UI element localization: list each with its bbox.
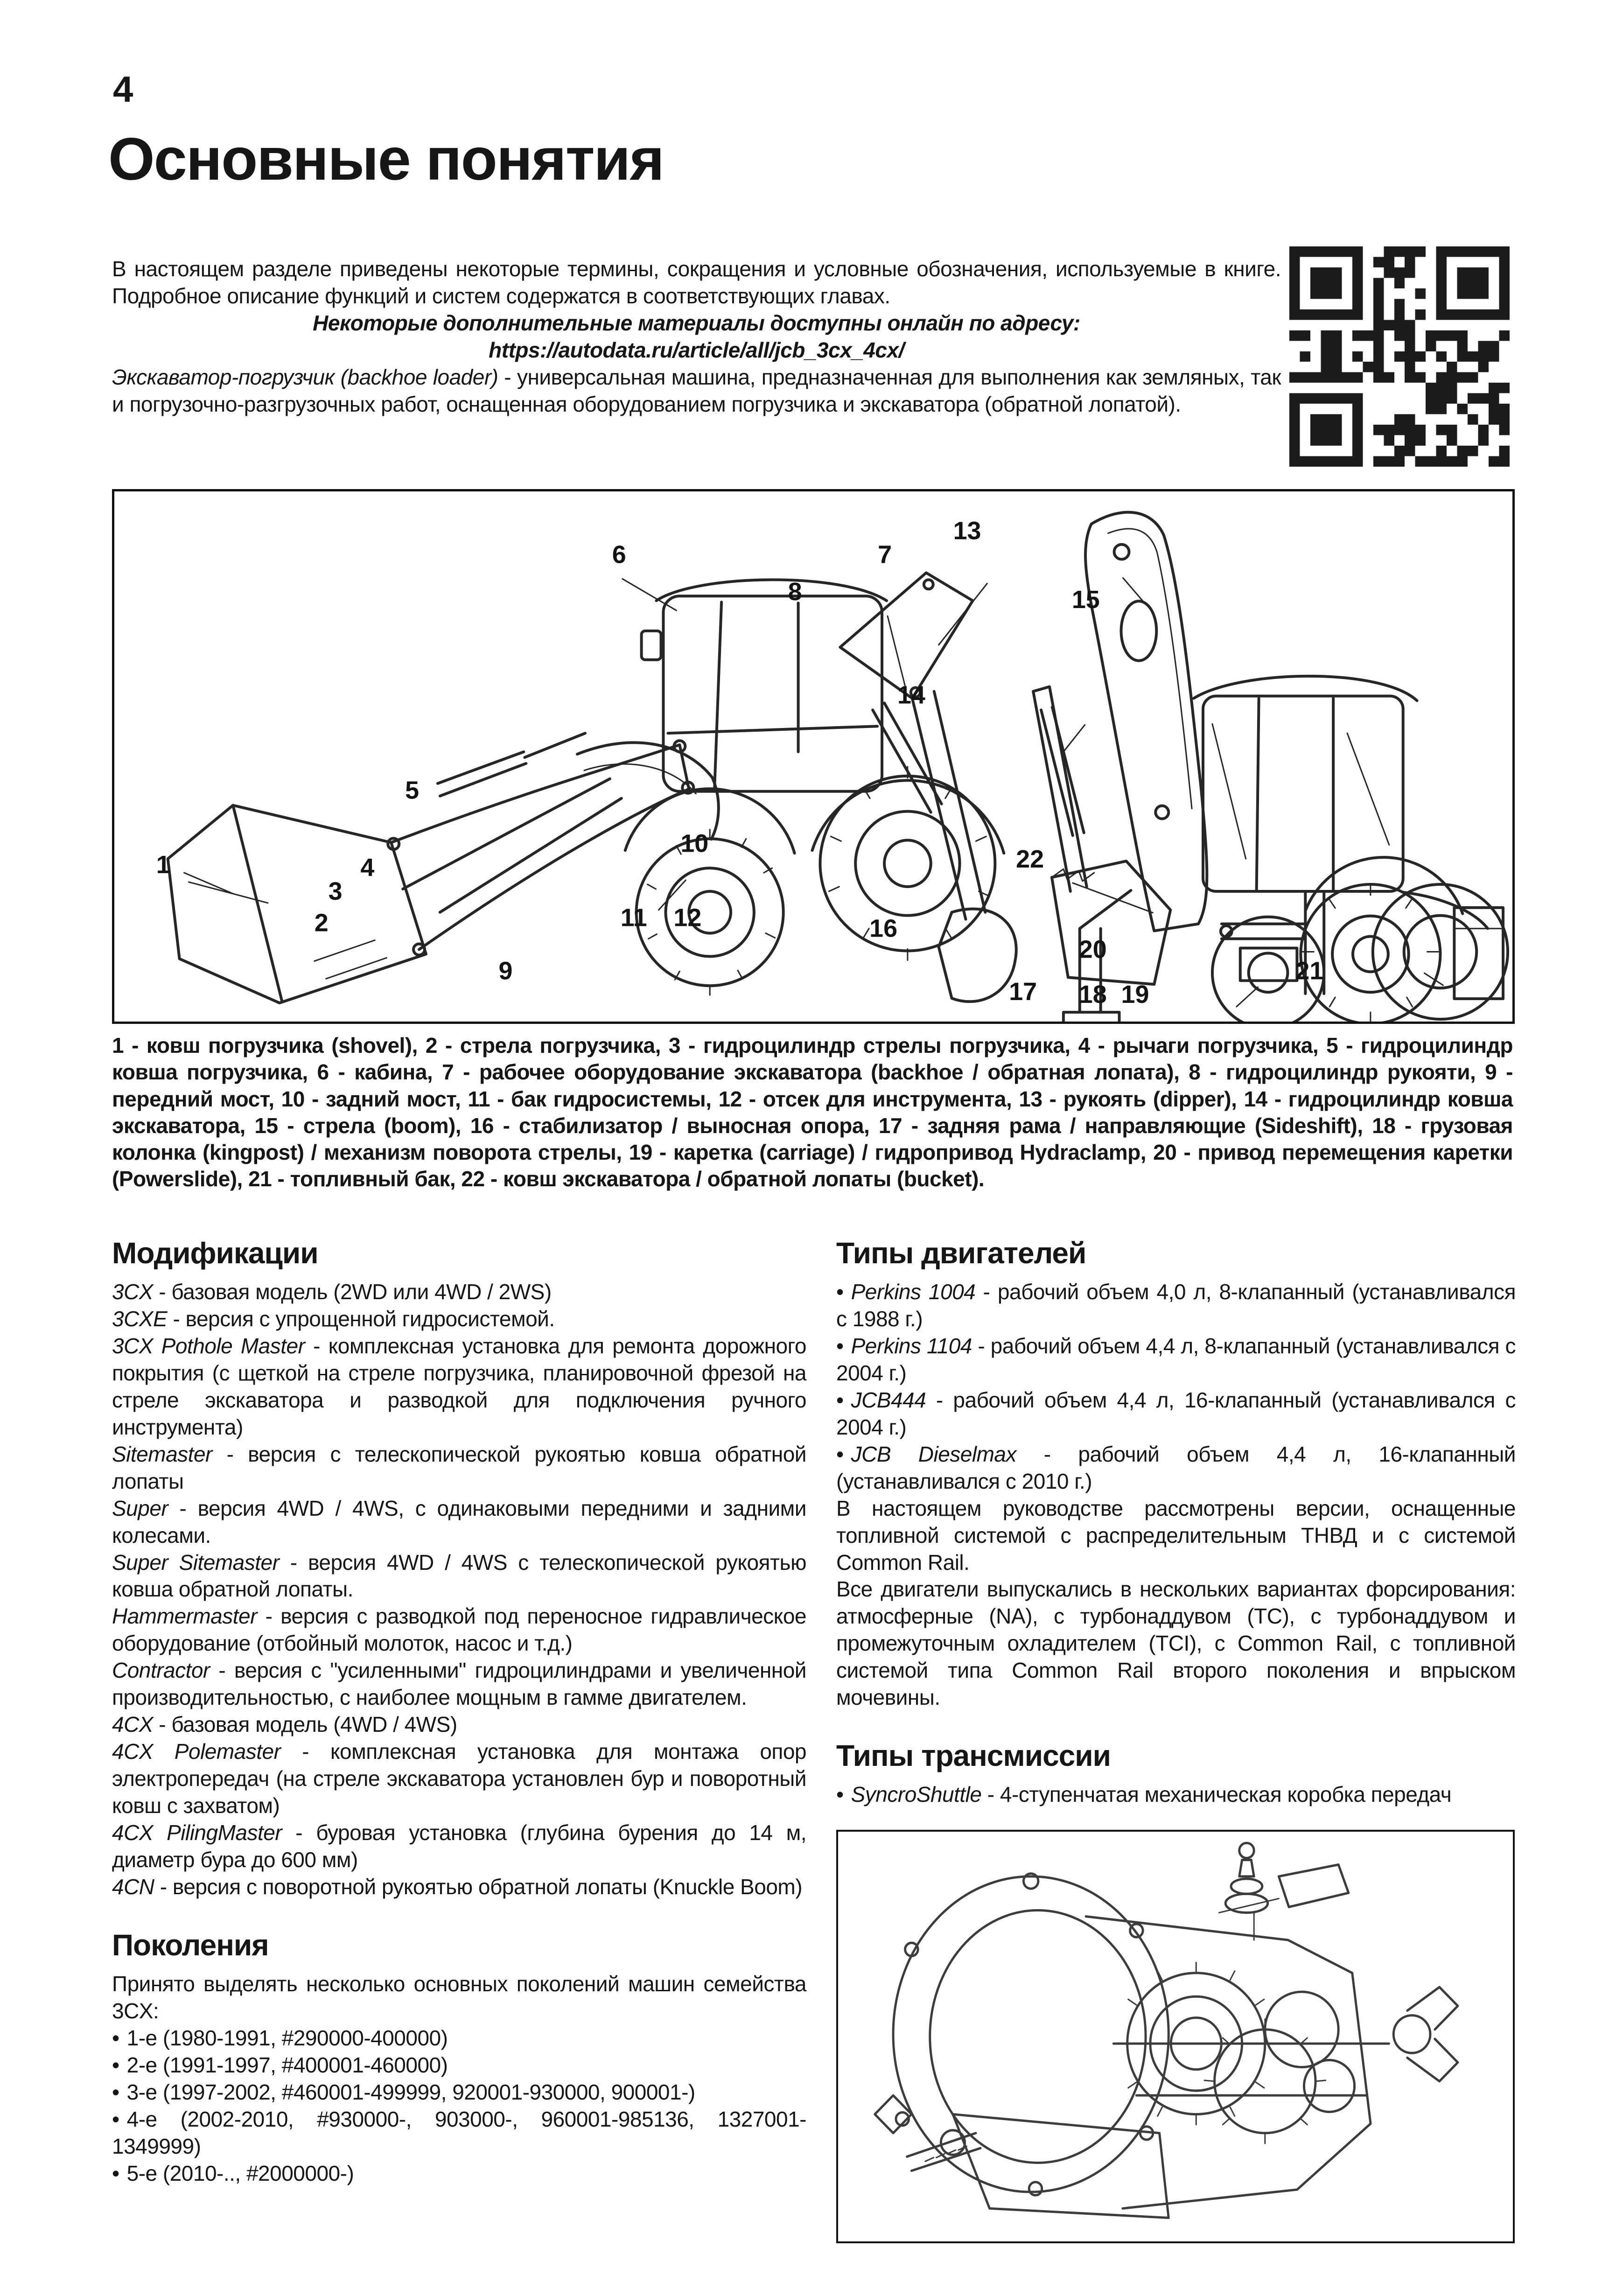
callout-number: 16 (869, 914, 898, 943)
callout-number: 1 (156, 851, 170, 879)
engines-paragraph-1: В настоящем руководстве рассмотрены версии, оснащенные топливной системой с распределительным ТНВД и с системой Common Rail. (836, 1496, 1516, 1575)
intro-paragraph: В настоящем разделе приведены некоторые термины, сокращения и условные обозначения, используемые в книге. Подробное описание функций и систем содержатся в соответствующих главах. (112, 257, 1281, 308)
bullet-icon: • (836, 1782, 844, 1807)
bullet-icon: • (112, 2025, 119, 2050)
modification-item: Super Sitemaster - версия 4WD / 4WS с телескопической рукоятью ковша обратной лопаты. (112, 1550, 806, 1602)
lead-text: - универсальная машина, предназначенная для выполнения как земляных, так и погрузочно-разгрузочных работ, оснащенная оборудованием погрузчика и экскаватора (обратной лопатой). (112, 364, 1281, 416)
bullet-icon: • (836, 1280, 844, 1304)
callout-number: 22 (1016, 845, 1044, 874)
modification-item: 4CX - базовая модель (4WD / 4WS) (112, 1712, 457, 1737)
modification-item: 3CX - базовая модель (2WD или 4WD / 2WS) (112, 1280, 552, 1304)
bullet-icon: • (112, 2052, 119, 2077)
modification-item: Contractor - версия с "усиленными" гидроцилиндрами и увеличенной производительностью, с наиболее мощным в гамме двигателем. (112, 1658, 806, 1710)
callout-number: 20 (1078, 935, 1107, 964)
lead-definition (112, 364, 1281, 418)
engine-item: • JCB Dieselmax - рабочий объем 4,4 л, 16-клапанный (устанавливался с 2010 г.) (836, 1442, 1516, 1493)
machine-overview-figure (112, 489, 1515, 1024)
callout-number: 4 (360, 854, 375, 882)
modification-item: Hammermaster - версия с разводкой под переносное гидравлическое оборудование (отбойный молоток, насос и т.д.) (112, 1604, 806, 1656)
online-note: Некоторые дополнительные материалы доступны онлайн по адресу: (313, 310, 1080, 335)
callout-number: 14 (897, 681, 925, 709)
url-link[interactable]: https://autodata.ru/article/all/jcb_3cx_4cx/ (489, 337, 904, 362)
callout-number: 21 (1295, 957, 1324, 985)
generation-item: • 5-е (2010-.., #2000000-) (112, 2160, 806, 2187)
callout-number: 18 (1078, 980, 1107, 1009)
lead-term: Экскаватор-погрузчик (backhoe loader) (112, 364, 498, 389)
callout-number: 17 (1009, 978, 1037, 1006)
callout-number: 19 (1121, 980, 1149, 1009)
transmission-figure (836, 1830, 1515, 2243)
callout-number: 15 (1071, 586, 1100, 614)
generations-intro: Принято выделять несколько основных поколений машин семейства 3CX: (112, 1971, 806, 2023)
callout-number: 3 (328, 877, 343, 905)
page-number: 4 (113, 69, 133, 110)
callout-number: 9 (498, 957, 513, 985)
qr-code-pattern (1289, 246, 1510, 467)
right-column (836, 1236, 1516, 2243)
callout-number: 12 (673, 903, 702, 932)
page-title: Основные понятия (108, 126, 664, 193)
gearbox-cutaway-drawing (838, 1832, 1513, 2241)
callout-number: 8 (788, 578, 802, 606)
generation-item: • 4-е (2002-2010, #930000-, 903000-, 960001-985136, 1327001-1349999) (112, 2107, 806, 2158)
engines-heading: Типы двигателей (836, 1236, 1086, 1270)
bullet-icon: • (112, 2161, 119, 2185)
callout-number: 10 (680, 829, 709, 858)
generation-item: • 3-е (1997-2002, #460001-499999, 920001-930000, 900001-) (112, 2079, 806, 2106)
callout-number: 6 (612, 540, 626, 569)
bullet-icon: • (112, 2107, 119, 2131)
generations-heading: Поколения (112, 1928, 269, 1962)
callout-number: 2 (314, 909, 329, 937)
callout-number: 11 (620, 903, 647, 932)
generation-item: • 2-е (1991-1997, #400001-460000) (112, 2052, 806, 2079)
transmission-heading: Типы трансмиссии (836, 1739, 1111, 1773)
bullet-icon: • (836, 1442, 844, 1466)
figure-callouts (156, 517, 1324, 1008)
bullet-icon: • (836, 1333, 844, 1358)
engine-item: • Perkins 1104 - рабочий объем 4,4 л, 8-клапанный (устанавливался с 2004 г.) (836, 1333, 1516, 1385)
figure-caption (112, 1032, 1513, 1193)
modification-item: 4CX Polemaster - комплексная установка для монтажа опор электропередач (на стреле экскаватора установлен бур и поворотный ковш с захватом) (112, 1739, 806, 1818)
backhoe-loader-drawing (114, 491, 1512, 1022)
modification-item: 4CX PilingMaster - буровая установка (глубина бурения до 14 м, диаметр бура до 600 мм) (112, 1820, 806, 1872)
left-column (112, 1236, 806, 2187)
callout-number: 13 (953, 517, 981, 545)
modification-item: 3CX Pothole Master - комплексная установка для ремонта дорожного покрытия (с щеткой на стреле погрузчика, планировочной фрезой на стреле экскаватора и разводкой для подключения ручного инструмента) (112, 1333, 806, 1439)
intro-section (112, 256, 1281, 418)
engine-item: • Perkins 1004 - рабочий объем 4,0 л, 8-клапанный (устанавливался с 1988 г.) (836, 1280, 1516, 1331)
generation-item: • 1-е (1980-1991, #290000-400000) (112, 2025, 806, 2052)
engines-paragraph-2: Все двигатели выпускались в нескольких вариантах форсирования: атмосферные (NA), с турбонаддувом (TC), с турбонаддувом и промежуточным охладителем (TCI), с Common Rail, с топливной системой типа Common Rail второго поколения и впрыском мочевины. (836, 1577, 1516, 1710)
modification-item: Super - версия 4WD / 4WS, с одинаковыми передними и задними колесами. (112, 1496, 806, 1547)
modification-item: Sitemaster - версия с телескопической рукоятью ковша обратной лопаты (112, 1442, 806, 1493)
modifications-heading: Модификации (112, 1236, 318, 1270)
callout-number: 7 (878, 540, 892, 569)
callout-number: 5 (405, 776, 420, 805)
figure-caption-text: 1 - ковш погрузчика (shovel), 2 - стрела погрузчика, 3 - гидроцилиндр стрелы погрузчика, 4 - рычаги погрузчика, 5 - гидроцилиндр ковша погрузчика, 6 - кабина, 7 - рабочее оборудование экскаватора (backhoe / обратная лопата), 8 - гидроцилиндр рукояти, 9 - передний мост, 10 - задний мост, 11 - бак гидросистемы, 12 - отсек для инструмента, 13 - рукоять (dipper), 14 - гидроцилиндр ковша экскаватора, 15 - стрела (boom), 16 - стабилизатор / выносная опора, 17 - задняя рама / направляющие (Sideshift), 18 - грузовая колонка (kingpost) / механизм поворота стрелы, 19 - каретка (carriage) / гидропривод Hydraclamp, 20 - привод перемещения каретки (Powerslide), 21 - топливный бак, 22 - ковш экскаватора / обратной лопаты (bucket). (112, 1033, 1513, 1191)
bullet-icon: • (836, 1387, 844, 1412)
bullet-icon: • (112, 2079, 119, 2104)
modification-item: 3CXE - версия с упрощенной гидросистемой. (112, 1306, 555, 1331)
engine-item: • JCB444 - рабочий объем 4,4 л, 16-клапанный (устанавливался с 2004 г.) (836, 1387, 1516, 1439)
transmission-item: • SyncroShuttle - 4-ступенчатая механическая коробка передач (836, 1781, 1516, 1808)
online-url (112, 337, 1281, 364)
modification-item: 4CN - версия с поворотной рукоятью обратной лопаты (Knuckle Boom) (112, 1874, 803, 1899)
qr-code-icon (1289, 246, 1510, 467)
